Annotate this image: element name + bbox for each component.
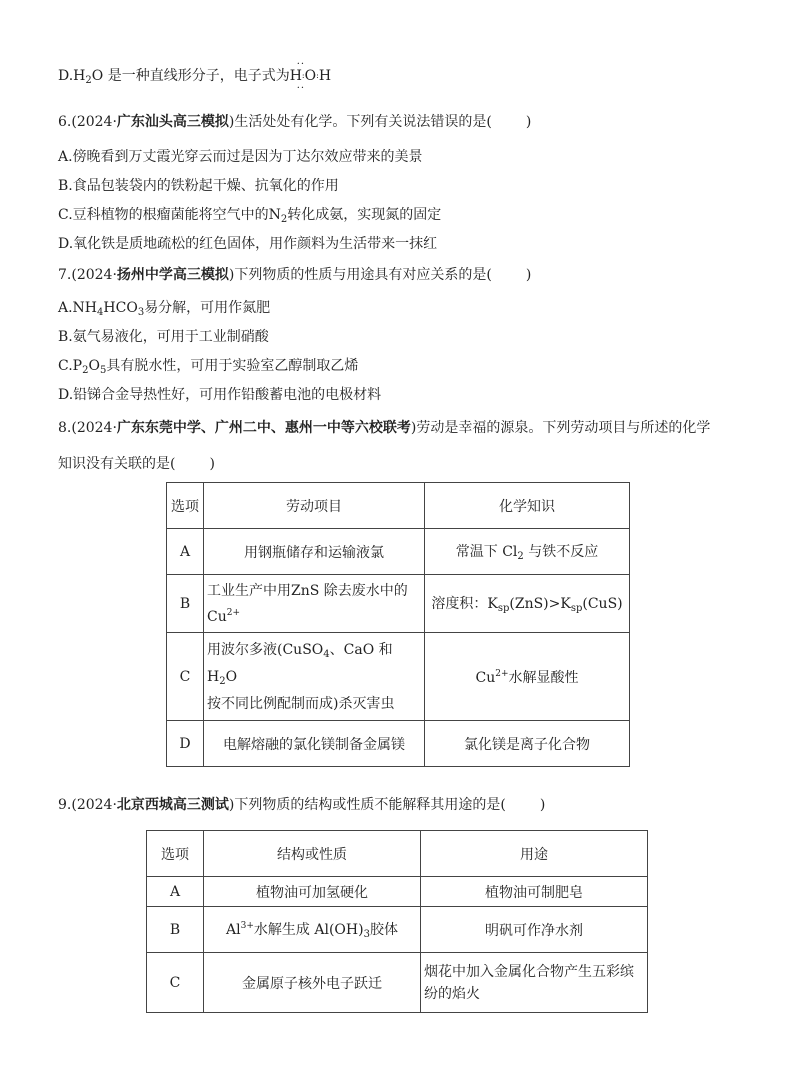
q7-d-text: D.铅锑合金导热性好，可用作铅酸蓄电池的电极材料	[58, 387, 382, 403]
use-line1: 烟花中加入金属化合物产生五彩缤	[424, 963, 634, 980]
prop-sub: 3	[363, 929, 370, 940]
q6-source: 广东汕头高三模拟	[116, 114, 229, 130]
row-option: A	[167, 529, 204, 575]
q9-source: 北京西城高三测试	[116, 797, 229, 813]
header-labor: 劳动项目	[204, 483, 425, 529]
q7-b-text: B.氨气易液化，可用于工业制硝酸	[58, 329, 269, 345]
labor-line1	[207, 639, 423, 693]
q7-c-sub2: 5	[99, 365, 107, 376]
row-option: A	[147, 877, 204, 907]
q5-option-d	[58, 59, 332, 94]
q7-a-sub1: 4	[97, 307, 104, 318]
q6-option-d	[58, 234, 437, 254]
q6-text: )生活处处有化学。下列有关说法错误的是(	[228, 114, 492, 130]
chem-sub: 2	[517, 551, 524, 562]
q7-a-sub2: 3	[137, 307, 145, 318]
q9-close: )	[539, 797, 546, 813]
row-option: B	[147, 907, 204, 953]
table-row	[147, 907, 648, 953]
labor-sub: 4	[323, 648, 330, 660]
header-option: 选项	[167, 483, 204, 529]
row-use: 植物油可制肥皂	[421, 877, 648, 907]
labor-line1: 工业生产中用ZnS 除去废水中的	[207, 582, 408, 599]
chem-pre: 溶度积：K	[431, 596, 498, 612]
table-header-row	[147, 831, 648, 877]
labor-line2	[207, 602, 423, 628]
row-option: D	[167, 721, 204, 767]
row-labor	[204, 633, 425, 721]
electron-formula-text: H	[289, 68, 302, 84]
row-chem	[425, 633, 630, 721]
row-property	[204, 907, 421, 953]
table-row	[167, 721, 630, 767]
row-property: 植物油可加氢硬化	[204, 877, 421, 907]
row-option: C	[167, 633, 204, 721]
q6-option-a-text: A.傍晚看到万丈霞光穿云而过是因为丁达尔效应带来的美景	[58, 149, 423, 165]
row-option: C	[147, 953, 204, 1013]
table-row	[167, 575, 630, 633]
q8-text: )劳动是幸福的源泉。下列劳动项目与所述的化学	[410, 420, 711, 436]
table-row	[147, 877, 648, 907]
table-row	[167, 529, 630, 575]
row-chem	[425, 529, 630, 575]
prop-sup: 3+	[240, 921, 254, 931]
chem-sub: sp	[497, 603, 510, 614]
row-labor: 用钢瓶储存和运输液氯	[204, 529, 425, 575]
row-option: B	[167, 575, 204, 633]
prop-post: 胶体	[369, 922, 398, 938]
q5-d-prefix: D.H	[58, 68, 86, 84]
chem-mid: (ZnS)>K	[509, 596, 571, 612]
prop-mid: 水解生成 Al(OH)	[253, 922, 364, 938]
q7-a-pre: A.NH	[58, 300, 98, 316]
q6-stem	[58, 112, 531, 132]
q8-number: 8.(2024·	[58, 420, 117, 436]
q6-close: )	[525, 114, 532, 130]
q9-stem	[58, 795, 545, 815]
q7-c-mid: O	[88, 358, 100, 374]
labor-sup: 2+	[226, 607, 241, 618]
q5-d-sub: 2	[85, 75, 92, 86]
row-chem: 氯化镁是离子化合物	[425, 721, 630, 767]
table-row	[167, 633, 630, 721]
q7-number: 7.(2024·	[58, 267, 117, 283]
lone-pair-dots-top: ··	[296, 59, 306, 70]
table-row	[147, 953, 648, 1013]
header-chem: 化学知识	[425, 483, 630, 529]
lone-pair-dots-bottom: ··	[296, 83, 306, 94]
row-labor	[204, 575, 425, 633]
chem-pre: 常温下 Cl	[455, 544, 518, 560]
row-use: 明矾可作净水剂	[421, 907, 648, 953]
q7-stem	[58, 265, 531, 285]
q6-option-a	[58, 147, 423, 167]
electron-formula: H:O:H ·· ··	[289, 59, 332, 94]
row-labor: 电解熔融的氯化镁制备金属镁	[204, 721, 425, 767]
labor-line2-text: Cu	[207, 608, 227, 625]
chem-sub2: sp	[570, 603, 583, 614]
chem-post: 与铁不反应	[523, 544, 599, 560]
labor-line2: 按不同比例配制而成)杀灭害虫	[207, 695, 395, 712]
q6-option-c-post: 转化成氨，实现氮的固定	[287, 207, 442, 223]
prop-pre: Al	[226, 922, 241, 938]
header-property: 结构或性质	[204, 831, 421, 877]
q6-option-c	[58, 205, 441, 230]
q7-a-mid: HCO	[103, 300, 138, 316]
labor-post: O	[225, 668, 238, 685]
header-use: 用途	[421, 831, 648, 877]
q7-text: )下列物质的性质与用途具有对应关系的是(	[228, 267, 492, 283]
table-header-row	[167, 483, 630, 529]
q6-option-b-text: B.食品包装袋内的铁粉起干燥、抗氧化的作用	[58, 178, 339, 194]
q7-c-post: 具有脱水性，可用于实验室乙醇制取乙烯	[106, 358, 359, 374]
chem-pre: Cu	[475, 669, 496, 686]
q8-stem-line2	[58, 454, 215, 474]
use-line2: 纷的焰火	[424, 985, 480, 1002]
q9-number: 9.(2024·	[58, 797, 117, 813]
labor-pre: 用波尔多液(CuSO	[207, 641, 324, 658]
q7-option-b	[58, 327, 269, 347]
row-property: 金属原子核外电子跃迁	[204, 953, 421, 1013]
q6-option-c-sub: 2	[280, 214, 288, 225]
q8-close: )	[209, 456, 215, 472]
q9-text: )下列物质的结构或性质不能解释其用途的是(	[228, 797, 506, 813]
q8-text2: 知识没有关联的是(	[58, 456, 176, 472]
q7-c-pre: C.P	[58, 358, 83, 374]
q7-a-post: 易分解，可用作氮肥	[144, 300, 271, 316]
q6-number: 6.(2024·	[58, 114, 117, 130]
q9-table	[146, 830, 648, 1013]
q8-table	[166, 482, 630, 767]
row-chem	[425, 575, 630, 633]
q7-option-d	[58, 385, 381, 405]
q7-option-a	[58, 298, 270, 323]
chem-post: 水解显酸性	[508, 669, 579, 686]
q7-c-sub1: 2	[82, 365, 89, 376]
chem-post: (CuS)	[582, 596, 623, 612]
q7-option-c	[58, 356, 358, 381]
q8-stem	[58, 418, 710, 438]
header-option: 选项	[147, 831, 204, 877]
chem-sup: 2+	[495, 668, 509, 679]
q5-d-text: O 是一种直线形分子，电子式为	[91, 68, 290, 84]
q6-option-b	[58, 176, 339, 196]
q6-option-d-text: D.氧化铁是质地疏松的红色固体，用作颜料为生活带来一抹红	[58, 236, 438, 252]
q7-source: 扬州中学高三模拟	[116, 267, 229, 283]
q6-option-c-pre: C.豆科植物的根瘤菌能将空气中的N	[58, 207, 281, 223]
labor-mid: 、CaO 和 H	[207, 641, 393, 685]
q8-source: 广东东莞中学、广州二中、惠州一中等六校联考	[116, 420, 411, 436]
row-use	[421, 953, 648, 1013]
q7-close: )	[525, 267, 532, 283]
labor-sub2: 2	[219, 675, 226, 687]
